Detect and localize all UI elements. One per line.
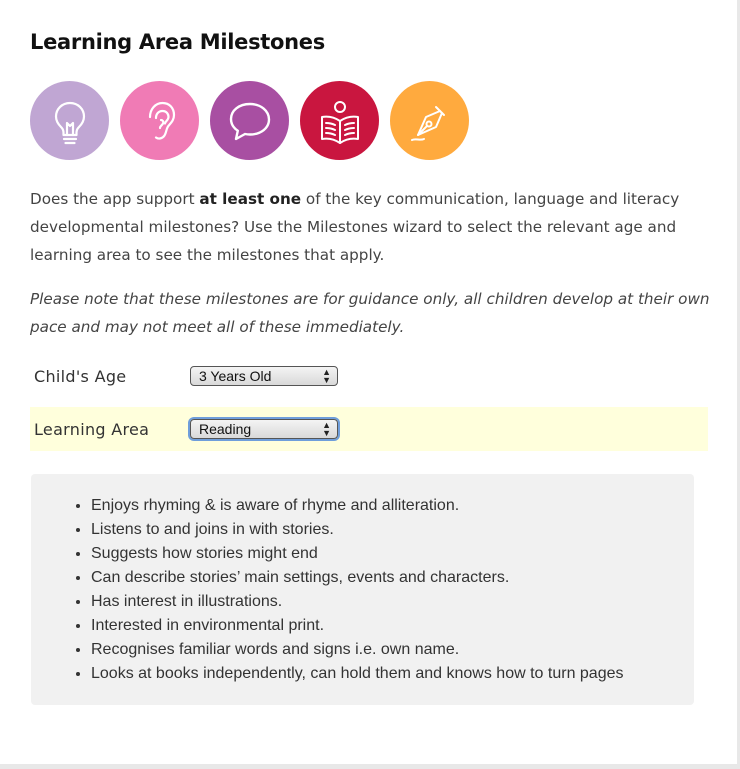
list-item: • Listens to and joins in with stories. <box>91 518 694 542</box>
list-item: • Looks at books independently, can hold them and knows how to turn pages <box>91 662 694 686</box>
list-item: • Suggests how stories might end <box>91 542 694 566</box>
child-age-row <box>30 354 708 398</box>
speech-bubble-icon[interactable] <box>210 81 289 160</box>
guidance-note: Please note that these milestones are for guidance only, all children develop at their own pace and may not meet all of these immediately. <box>30 290 710 336</box>
child-age-label: Child's Age <box>34 366 127 386</box>
milestones-box <box>31 474 694 705</box>
list-item: • Interested in environmental print. <box>91 614 694 638</box>
list-item: • Enjoys rhyming & is aware of rhyme and alliteration. <box>91 494 694 518</box>
select-arrows-icon: ▲ ▼ <box>322 420 331 438</box>
ear-icon[interactable] <box>120 81 199 160</box>
learning-area-select[interactable] <box>190 419 338 439</box>
child-age-select[interactable] <box>190 366 338 386</box>
list-item: • Can describe stories’ main settings, events and characters. <box>91 566 694 590</box>
intro-paragraph: Does the app support at least one of the key communication, language and literacy developmental milestones? Use the Milestones wizard to select the relevant age and learning area to see the milestones that apply. <box>30 190 680 264</box>
list-item: • Has interest in illustrations. <box>91 590 694 614</box>
lightbulb-icon[interactable] <box>30 81 109 160</box>
reading-book-icon[interactable] <box>300 81 379 160</box>
list-item: • Recognises familiar words and signs i.e. own name. <box>91 638 694 662</box>
learning-area-icons <box>30 81 469 160</box>
pen-nib-icon[interactable] <box>390 81 469 160</box>
milestones-list <box>31 474 694 686</box>
learning-area-value: Reading <box>199 421 252 437</box>
page-title: Learning Area Milestones <box>30 30 325 54</box>
learning-area-label: Learning Area <box>34 419 150 439</box>
child-age-value: 3 Years Old <box>199 368 272 384</box>
learning-area-row <box>30 407 708 451</box>
select-arrows-icon: ▲ ▼ <box>322 367 331 385</box>
